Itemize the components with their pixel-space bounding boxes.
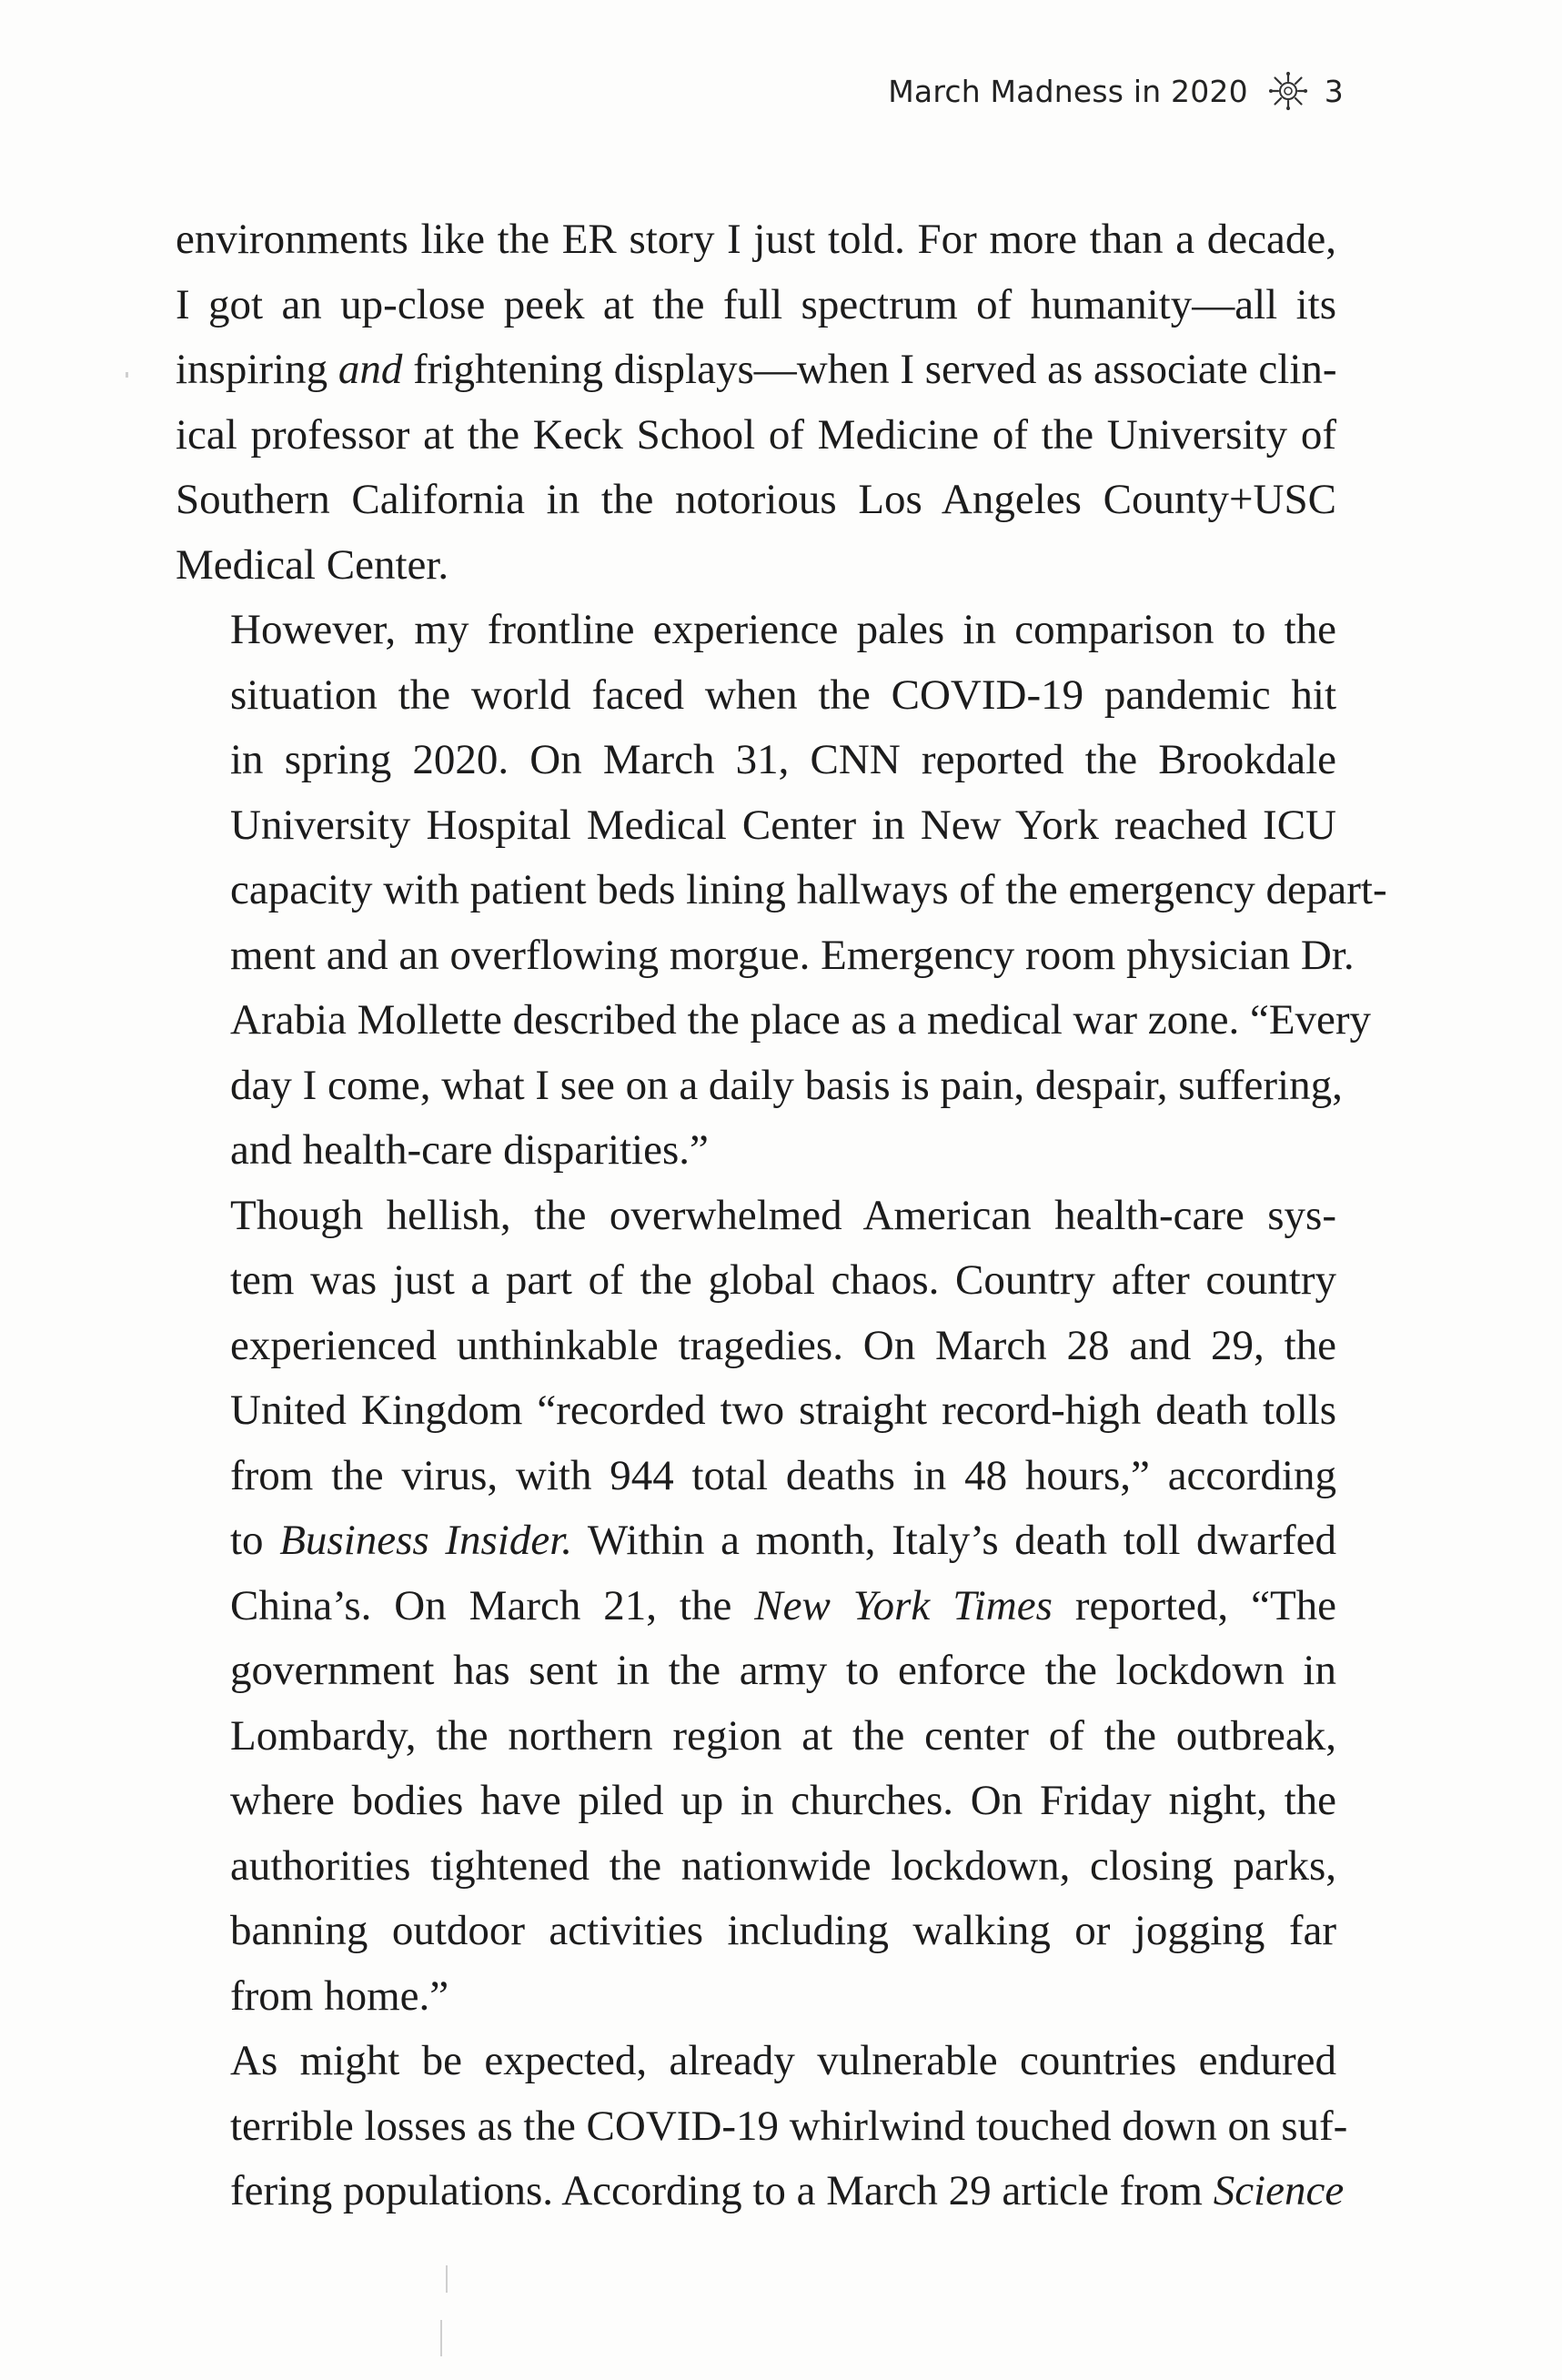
text-line: Medical Center. xyxy=(176,540,449,589)
text-line xyxy=(176,1508,1336,1574)
running-title: March Madness in 2020 xyxy=(888,73,1248,109)
text-segment: to xyxy=(230,1517,280,1564)
text-line: authorities tightened the nationwide lockdown, closing parks, xyxy=(230,1841,1336,1890)
text-line: Though hellish, the overwhelmed American health-care sys- xyxy=(230,1191,1336,1239)
scan-artifact xyxy=(440,2320,442,2356)
text-segment: Within a month, Italy’s death toll dwarfed xyxy=(572,1517,1336,1564)
text-segment: China’s. On March 21, the xyxy=(230,1581,755,1629)
italic-text: and xyxy=(338,346,403,393)
page-number: 3 xyxy=(1324,73,1344,109)
compass-rose-icon xyxy=(1268,71,1308,111)
italic-text: New York Times xyxy=(754,1581,1053,1629)
text-line: Southern California in the notorious Los Angeles County+USC xyxy=(176,476,1336,523)
text-line: terrible losses as the COVID-19 whirlwind touched down on suf- xyxy=(230,2102,1348,2150)
paragraph-4 xyxy=(176,2029,1348,2224)
text-segment: inspiring xyxy=(176,346,338,393)
text-line: government has sent in the army to enforce the lockdown in xyxy=(230,1647,1336,1694)
text-line: ment and an overflowing morgue. Emergency room physician Dr. xyxy=(230,931,1355,979)
paragraph-1 xyxy=(176,207,1336,598)
text-line: from home.” xyxy=(230,1972,449,2020)
text-line: and health-care disparities.” xyxy=(230,1126,709,1174)
paragraph-3 xyxy=(176,1184,1336,2030)
text-line xyxy=(176,1574,1336,1639)
text-line: environments like the ER story I just told. For more than a decade, xyxy=(176,216,1336,263)
text-line xyxy=(176,338,1336,403)
text-segment: fering populations. According to a March 29 article from xyxy=(230,2167,1214,2214)
running-header xyxy=(888,71,1344,111)
text-line: where bodies have piled up in churches. On Friday night, the xyxy=(230,1777,1336,1824)
text-line: As might be expected, already vulnerable countries endured xyxy=(230,2037,1336,2084)
text-line: banning outdoor activities including walking or jogging far xyxy=(230,1907,1336,1954)
scan-artifact xyxy=(446,2265,448,2293)
text-line: I got an up-close peek at the full spectrum of humanity—all its xyxy=(176,280,1336,328)
text-line: day I come, what I see on a daily basis is pain, despair, suffering, xyxy=(230,1061,1343,1109)
body-text xyxy=(176,207,1387,2224)
paragraph-2 xyxy=(176,598,1387,1184)
text-line xyxy=(176,2159,1345,2224)
scan-artifact xyxy=(126,372,128,378)
text-line: capacity with patient beds lining hallways of the emergency depart- xyxy=(230,866,1387,913)
text-line: experienced unthinkable tragedies. On March 28 and 29, the xyxy=(230,1321,1336,1369)
italic-text: Science xyxy=(1213,2167,1345,2214)
text-line: Arabia Mollette described the place as a medical war zone. “Every xyxy=(230,996,1372,1044)
text-line: tem was just a part of the global chaos. Country after country xyxy=(230,1256,1336,1304)
text-line: United Kingdom “recorded two straight record-high death tolls xyxy=(230,1387,1336,1434)
italic-text: Business Insider. xyxy=(279,1517,573,1564)
text-line: situation the world faced when the COVID-19 pandemic hit xyxy=(230,671,1336,719)
text-line: University Hospital Medical Center in New York reached ICU xyxy=(230,801,1336,849)
text-line: ical professor at the Keck School of Medicine of the University of xyxy=(176,410,1336,459)
text-line: in spring 2020. On March 31, CNN reported the Brookdale xyxy=(230,736,1336,783)
text-segment: frightening displays—when I served as associate clin- xyxy=(402,346,1337,393)
text-line: from the virus, with 944 total deaths in 48 hours,” according xyxy=(230,1451,1336,1499)
text-line: Lombardy, the northern region at the center of the outbreak, xyxy=(230,1711,1336,1760)
text-line: However, my frontline experience pales in comparison to the xyxy=(230,606,1336,653)
text-segment: reported, “The xyxy=(1052,1581,1337,1629)
